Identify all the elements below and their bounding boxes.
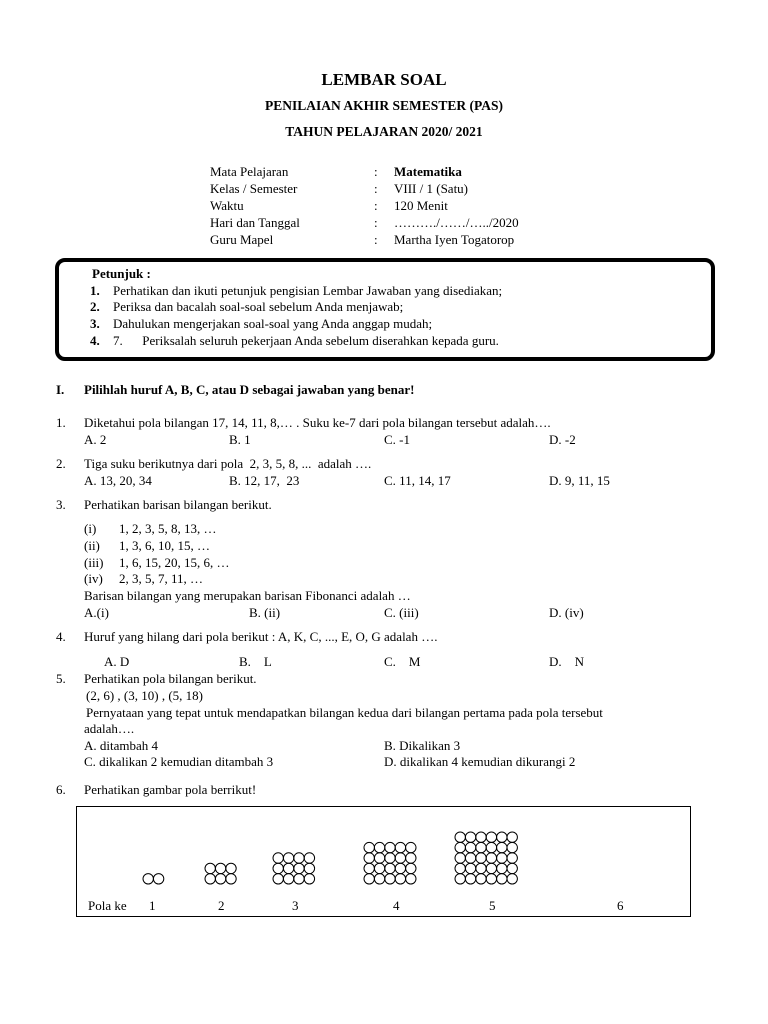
question-text: Perhatikan barisan bilangan berikut. xyxy=(84,497,272,512)
info-value: 120 Menit xyxy=(394,198,448,213)
question-number: 6. xyxy=(56,782,66,797)
pattern-circle xyxy=(465,863,475,873)
pattern-number: 3 xyxy=(292,898,299,913)
pattern-label: Pola ke xyxy=(88,898,127,913)
pattern-circle xyxy=(273,874,283,884)
info-label: Hari dan Tanggal xyxy=(210,215,300,230)
pattern-circle xyxy=(304,853,314,863)
pattern-circle xyxy=(486,853,496,863)
pattern-circle xyxy=(476,832,486,842)
question-text: Huruf yang hilang dari pola berikut : A, K, C, ..., E, O, G adalah …. xyxy=(84,629,438,644)
question-number: 2. xyxy=(56,456,66,471)
pattern-circle xyxy=(385,842,395,852)
info-value: ………./……/…../2020 xyxy=(394,215,519,230)
pattern-number: 1 xyxy=(149,898,156,913)
pattern-circle xyxy=(304,863,314,873)
pattern-circle xyxy=(406,874,416,884)
sequence-label: (iii) xyxy=(84,555,104,570)
pattern-circle xyxy=(455,874,465,884)
question-number: 4. xyxy=(56,629,66,644)
section-heading: Pilihlah huruf A, B, C, atau D sebagai jawaban yang benar! xyxy=(84,382,415,397)
pattern-circle xyxy=(294,863,304,873)
option-a: A. 2 xyxy=(84,432,107,447)
info-separator: : xyxy=(374,232,378,247)
pattern-circle xyxy=(273,853,283,863)
number-pairs: (2, 6) , (3, 10) , (5, 18) xyxy=(86,688,203,703)
pattern-circle xyxy=(455,842,465,852)
pattern-circle xyxy=(153,874,163,884)
pattern-circle xyxy=(497,842,507,852)
sequence-label: (ii) xyxy=(84,538,100,553)
info-label: Mata Pelajaran xyxy=(210,164,289,179)
pattern-circle xyxy=(283,863,293,873)
question-text: Perhatikan pola bilangan berikut. xyxy=(84,671,257,686)
sequence-label: (iv) xyxy=(84,571,103,586)
info-label: Guru Mapel xyxy=(210,232,274,247)
option-a: A.(i) xyxy=(84,605,109,620)
pattern-circle xyxy=(406,853,416,863)
pattern-circle xyxy=(304,874,314,884)
option-d: D. N xyxy=(549,654,585,669)
pattern-4-circles xyxy=(364,842,416,884)
question-number: 1. xyxy=(56,415,66,430)
pattern-circle xyxy=(406,863,416,873)
info-separator: : xyxy=(374,164,378,179)
pattern-circle xyxy=(226,863,236,873)
pattern-circle xyxy=(395,842,405,852)
pattern-circle xyxy=(476,874,486,884)
instruction-number: 2. xyxy=(90,299,100,314)
instruction-number: 4. xyxy=(90,333,100,348)
pattern-circle xyxy=(486,863,496,873)
info-separator: : xyxy=(374,215,378,230)
statement-line-1: Pernyataan yang tepat untuk mendapatkan bilangan kedua dari bilangan pertama pada pola tersebut xyxy=(86,705,603,720)
option-c: C. -1 xyxy=(384,432,410,447)
pattern-2-circles xyxy=(205,863,236,884)
pattern-circle xyxy=(143,874,153,884)
pattern-circle xyxy=(385,874,395,884)
option-b: B. Dikalikan 3 xyxy=(384,738,461,753)
pattern-circle xyxy=(406,842,416,852)
academic-year: TAHUN PELAJARAN 2020/ 2021 xyxy=(285,124,483,139)
instructions-heading: Petunjuk : xyxy=(92,266,151,281)
option-a: A. D xyxy=(104,654,130,669)
option-a: A. 13, 20, 34 xyxy=(84,473,152,488)
pattern-circle xyxy=(364,863,374,873)
pattern-circle xyxy=(465,842,475,852)
info-label: Waktu xyxy=(210,198,244,213)
option-c: C. 11, 14, 17 xyxy=(384,473,451,488)
pattern-circle xyxy=(226,874,236,884)
pattern-circle xyxy=(486,832,496,842)
pattern-circle xyxy=(205,863,215,873)
pattern-circle xyxy=(507,832,517,842)
pattern-circle xyxy=(395,853,405,863)
sequence-value: 1, 6, 15, 20, 15, 6, … xyxy=(119,555,230,570)
pattern-number: 2 xyxy=(218,898,225,913)
pattern-circle xyxy=(455,853,465,863)
pattern-number: 4 xyxy=(393,898,400,913)
pattern-circle xyxy=(374,874,384,884)
pattern-circle xyxy=(283,874,293,884)
option-b: B. 12, 17, 23 xyxy=(229,473,300,488)
pattern-circle xyxy=(497,853,507,863)
info-separator: : xyxy=(374,181,378,196)
sequence-value: 2, 3, 5, 7, 11, … xyxy=(119,571,204,586)
instruction-number: 3. xyxy=(90,316,100,331)
sequence-label: (i) xyxy=(84,521,97,536)
pattern-number: 5 xyxy=(489,898,496,913)
option-c: C. (iii) xyxy=(384,605,419,620)
pattern-circle xyxy=(364,853,374,863)
pattern-circle xyxy=(497,863,507,873)
option-b: B. 1 xyxy=(229,432,251,447)
pattern-circle xyxy=(283,853,293,863)
info-label: Kelas / Semester xyxy=(210,181,298,196)
circle-pattern-drawing xyxy=(77,807,690,916)
option-d: D. (iv) xyxy=(549,605,584,620)
pattern-circle xyxy=(385,863,395,873)
instruction-text: 7. Periksalah seluruh pekerjaan Anda sebelum diserahkan kepada guru. xyxy=(113,333,499,348)
info-value: Martha Iyen Togatorop xyxy=(394,232,515,247)
pattern-circle xyxy=(205,874,215,884)
pattern-circle xyxy=(455,832,465,842)
option-d: D. -2 xyxy=(549,432,576,447)
pattern-circle xyxy=(507,842,517,852)
option-d: D. dikalikan 4 kemudian dikurangi 2 xyxy=(384,754,576,769)
pattern-figure xyxy=(76,806,691,917)
document-subtitle: PENILAIAN AKHIR SEMESTER (PAS) xyxy=(265,98,503,113)
pattern-circle xyxy=(507,853,517,863)
pattern-circle xyxy=(497,874,507,884)
option-c: C. M xyxy=(384,654,421,669)
pattern-circle xyxy=(364,874,374,884)
pattern-circle xyxy=(455,863,465,873)
question-number: 3. xyxy=(56,497,66,512)
instruction-text: Perhatikan dan ikuti petunjuk pengisian Lembar Jawaban yang disediakan; xyxy=(113,283,503,298)
pattern-circle xyxy=(486,842,496,852)
pattern-circle xyxy=(215,863,225,873)
pattern-circle xyxy=(465,874,475,884)
question-prompt: Barisan bilangan yang merupakan barisan Fibonanci adalah … xyxy=(84,588,411,603)
pattern-circle xyxy=(486,874,496,884)
pattern-1-circles xyxy=(143,874,164,884)
pattern-circle xyxy=(374,863,384,873)
pattern-circle xyxy=(395,874,405,884)
pattern-circle xyxy=(273,863,283,873)
question-text: Perhatikan gambar pola berrikut! xyxy=(84,782,257,797)
sequence-value: 1, 2, 3, 5, 8, 13, … xyxy=(119,521,217,536)
pattern-circle xyxy=(364,842,374,852)
info-separator: : xyxy=(374,198,378,213)
pattern-circle xyxy=(215,874,225,884)
pattern-circle xyxy=(507,863,517,873)
instruction-number: 1. xyxy=(90,283,100,298)
pattern-circle xyxy=(465,853,475,863)
option-b: B. (ii) xyxy=(249,605,281,620)
pattern-circle xyxy=(497,832,507,842)
pattern-number: 6 xyxy=(617,898,624,913)
instruction-text: Dahulukan mengerjakan soal-soal yang Anda anggap mudah; xyxy=(113,316,433,331)
pattern-circle xyxy=(294,853,304,863)
info-value: Matematika xyxy=(394,164,462,179)
section-number: I. xyxy=(56,382,65,397)
pattern-circle xyxy=(385,853,395,863)
pattern-circle xyxy=(476,863,486,873)
pattern-circle xyxy=(294,874,304,884)
document-title: LEMBAR SOAL xyxy=(321,70,447,89)
option-c: C. dikalikan 2 kemudian ditambah 3 xyxy=(84,754,274,769)
question-number: 5. xyxy=(56,671,66,686)
info-value: VIII / 1 (Satu) xyxy=(394,181,469,196)
pattern-circle xyxy=(374,842,384,852)
pattern-5-circles xyxy=(455,832,517,884)
pattern-circle xyxy=(465,832,475,842)
option-a: A. ditambah 4 xyxy=(84,738,159,753)
statement-line-2: adalah…. xyxy=(84,721,135,736)
instruction-text: Periksa dan bacalah soal-soal sebelum Anda menjawab; xyxy=(113,299,404,314)
pattern-circle xyxy=(507,874,517,884)
option-d: D. 9, 11, 15 xyxy=(549,473,610,488)
pattern-circle xyxy=(476,853,486,863)
option-b: B. L xyxy=(239,654,272,669)
pattern-3-circles xyxy=(273,853,315,884)
question-text: Diketahui pola bilangan 17, 14, 11, 8,… . Suku ke-7 dari pola bilangan tersebut adalah…. xyxy=(84,415,551,430)
sequence-value: 1, 3, 6, 10, 15, … xyxy=(119,538,210,553)
question-text: Tiga suku berikutnya dari pola 2, 3, 5, 8, ... adalah …. xyxy=(84,456,372,471)
pattern-circle xyxy=(374,853,384,863)
pattern-circle xyxy=(395,863,405,873)
pattern-circle xyxy=(476,842,486,852)
